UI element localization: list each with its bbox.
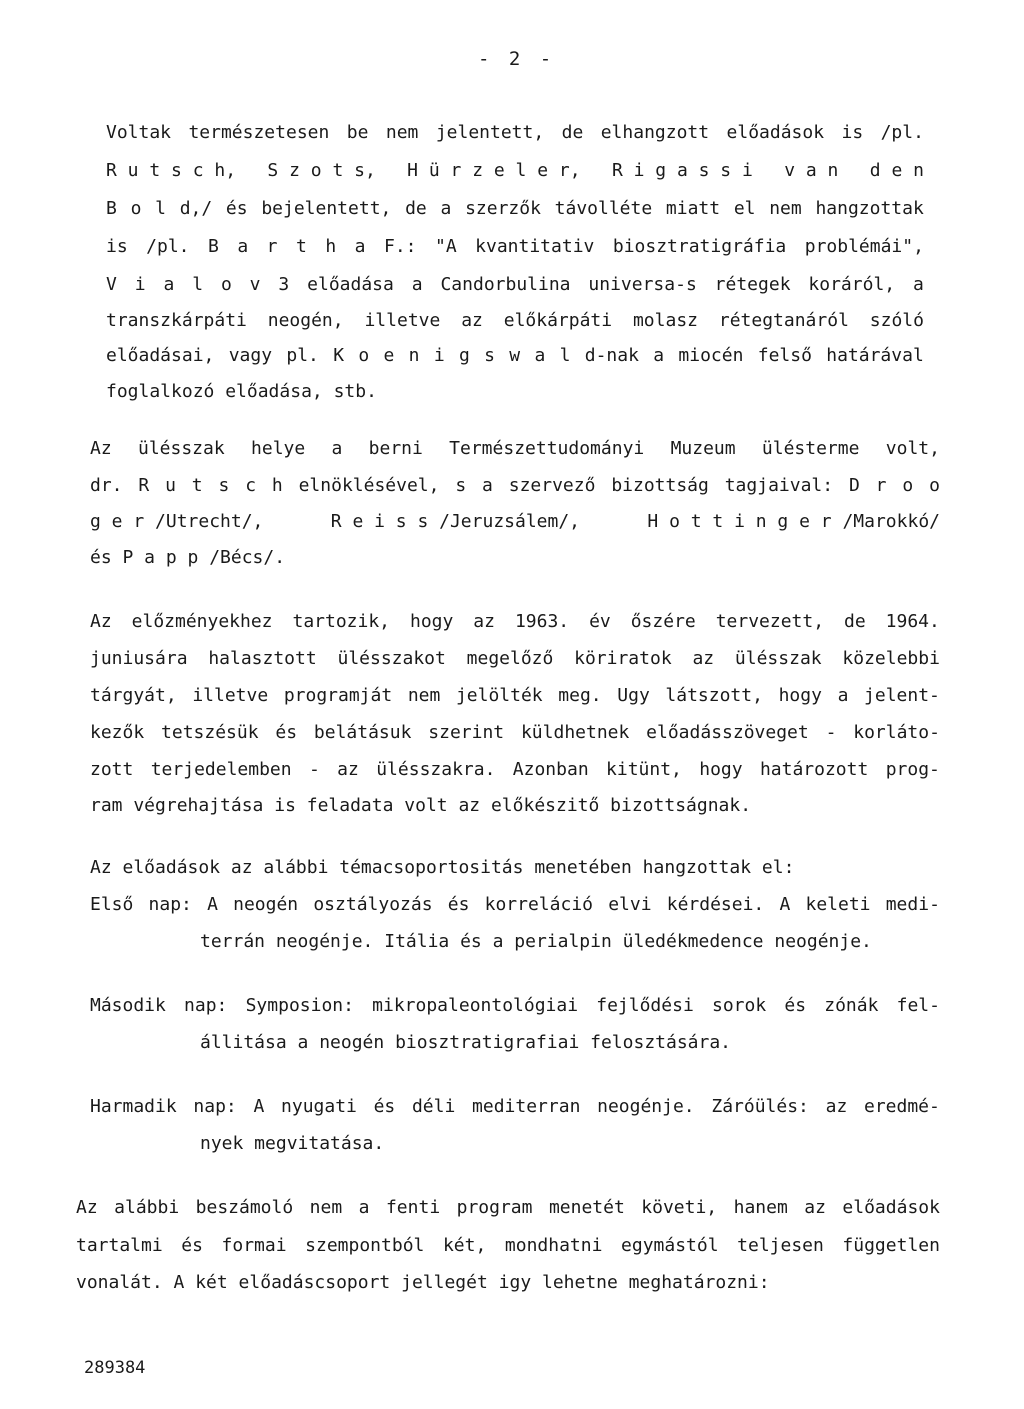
text-segment: hanem xyxy=(733,1197,788,1218)
text-segment: természetesen xyxy=(188,122,330,143)
text-segment: Az xyxy=(90,438,112,459)
text-segment: v xyxy=(249,274,261,295)
text-segment: problémái", xyxy=(804,236,924,257)
text-segment: u xyxy=(165,475,176,496)
text-segment: "A xyxy=(434,236,457,257)
p3-line xyxy=(90,647,940,671)
text-segment: H o t t i n g e r /Marokkó/ xyxy=(647,511,940,532)
text-segment: teljesen xyxy=(737,1235,824,1256)
text-segment: A xyxy=(207,894,218,915)
text-segment: tagjaival: xyxy=(724,475,834,496)
text-segment: közelebbi xyxy=(842,648,940,669)
text-segment: hogy xyxy=(699,759,743,780)
text-segment: berni xyxy=(368,438,423,459)
text-segment: i xyxy=(433,345,445,366)
text-segment: osztályozás xyxy=(313,894,433,915)
text-segment: fel- xyxy=(896,995,940,1016)
text-segment: R e i s s /Jeruzsálem/, xyxy=(330,511,581,532)
text-segment: - xyxy=(825,722,837,743)
footer-code: 289384 xyxy=(84,1358,146,1378)
day2-line xyxy=(90,994,940,1018)
text-segment: d e n xyxy=(869,160,924,181)
text-segment: D xyxy=(848,475,860,496)
text-segment: i xyxy=(134,274,146,295)
text-segment: tartozik, xyxy=(292,611,391,632)
text-segment: határozott xyxy=(759,759,869,780)
p3-line xyxy=(90,610,940,634)
text-segment: előzményekhez xyxy=(131,611,273,632)
text-segment: alábbi xyxy=(114,1197,180,1218)
text-segment: a xyxy=(837,685,849,706)
text-segment: l xyxy=(155,198,166,219)
text-segment: nem xyxy=(407,685,441,706)
text-segment: két, xyxy=(442,1235,487,1256)
p3-line: ram végrehajtása is feladata volt az előkészitő bizottságnak. xyxy=(90,795,752,816)
text-segment: a xyxy=(163,274,175,295)
text-segment: - xyxy=(308,759,320,780)
text-segment: o xyxy=(220,274,232,295)
text-segment: Azonban xyxy=(512,759,589,780)
text-segment: c xyxy=(245,475,257,496)
text-segment: zott xyxy=(90,759,134,780)
text-segment: R xyxy=(138,475,150,496)
day3-line xyxy=(90,1095,940,1119)
text-segment: l xyxy=(559,345,571,366)
text-segment: 3 xyxy=(278,274,290,295)
text-segment: o xyxy=(130,198,142,219)
text-segment: Ugy xyxy=(617,685,650,706)
text-segment: őszére xyxy=(630,611,696,632)
text-segment: mikropaleontológiai xyxy=(372,995,579,1016)
text-segment: déli xyxy=(411,1096,456,1117)
text-segment: az xyxy=(825,1096,848,1117)
p3-line xyxy=(90,684,940,708)
p3-line xyxy=(90,758,940,782)
text-segment: mondhatni xyxy=(504,1235,603,1256)
text-segment: 1964. xyxy=(885,611,940,632)
text-segment: terjedelemben xyxy=(150,759,292,780)
text-segment: sorok xyxy=(711,995,767,1016)
text-segment: szempontból xyxy=(305,1235,425,1256)
text-segment: a xyxy=(653,345,665,366)
text-segment: meg. xyxy=(558,685,602,706)
text-segment: A xyxy=(253,1096,265,1117)
text-segment: a xyxy=(534,345,546,366)
text-segment: nem xyxy=(385,122,419,143)
text-segment: neogén xyxy=(233,894,299,915)
p3-line xyxy=(90,721,940,745)
day1-line xyxy=(90,893,940,917)
text-segment: el xyxy=(733,198,756,219)
text-segment: d,/ xyxy=(179,198,213,219)
text-segment: nem xyxy=(769,198,802,219)
text-segment: Muzeum xyxy=(670,438,736,459)
text-segment: g e r /Utrecht/, xyxy=(90,511,264,532)
text-segment: juniusára xyxy=(90,648,188,669)
text-segment: g xyxy=(458,345,470,366)
text-segment: o xyxy=(902,475,914,496)
text-segment: is xyxy=(841,122,864,143)
text-segment: de xyxy=(844,611,866,632)
text-segment: a xyxy=(358,1197,370,1218)
text-segment: miatt xyxy=(665,198,721,219)
text-segment: /pl. xyxy=(146,236,190,257)
text-segment: neogénje. xyxy=(597,1096,695,1117)
text-segment: molasz xyxy=(632,310,698,331)
p2-line xyxy=(90,510,940,534)
text-segment: és xyxy=(447,894,470,915)
text-segment: t xyxy=(191,475,203,496)
text-segment: köriratok xyxy=(574,648,672,669)
text-segment: ülésszakra. xyxy=(376,759,496,780)
text-segment: miocén xyxy=(678,345,744,366)
text-segment: a xyxy=(237,236,249,257)
text-segment: előadások xyxy=(726,122,825,143)
text-segment: e xyxy=(383,345,395,366)
text-segment: jelölték xyxy=(455,685,543,706)
text-segment: B xyxy=(106,198,117,219)
text-segment: korreláció xyxy=(484,894,593,915)
p5-line xyxy=(76,1234,940,1258)
text-segment: t xyxy=(296,236,307,257)
text-segment: elvi xyxy=(608,894,652,915)
text-segment: felső xyxy=(757,345,812,366)
text-segment: keleti xyxy=(805,894,871,915)
text-segment: nap: xyxy=(184,995,228,1016)
text-segment: bizottság xyxy=(611,475,709,496)
text-segment: nyugati xyxy=(281,1096,357,1117)
text-segment: illetve xyxy=(192,685,269,706)
text-segment: a xyxy=(411,274,423,295)
text-segment: kitünt, xyxy=(606,759,682,780)
text-segment: kérdései. xyxy=(666,894,765,915)
text-segment: és xyxy=(784,995,807,1016)
text-segment: szóló xyxy=(869,310,924,331)
p1-line xyxy=(106,309,924,333)
text-segment: az xyxy=(692,648,715,669)
p1-line xyxy=(106,159,924,183)
text-segment: vagy xyxy=(228,345,273,366)
p1-line xyxy=(106,197,924,221)
text-segment: 1963. xyxy=(514,611,570,632)
text-segment: Záróülés: xyxy=(711,1096,809,1117)
text-segment: o xyxy=(358,345,370,366)
text-segment: előadások xyxy=(842,1197,940,1218)
text-segment: program xyxy=(456,1197,533,1218)
text-segment: tetszésük xyxy=(161,722,259,743)
text-segment: ülésterme xyxy=(761,438,860,459)
text-segment: szerzők xyxy=(465,198,541,219)
text-segment: Harmadik xyxy=(90,1096,177,1117)
text-segment: Voltak xyxy=(106,122,172,143)
text-segment: R u t s c h, xyxy=(106,160,237,181)
text-segment: korláto- xyxy=(853,722,940,743)
p1-line xyxy=(106,273,924,297)
text-segment: de xyxy=(405,198,427,219)
text-segment: távolléte xyxy=(554,198,653,219)
text-segment: s xyxy=(218,475,230,496)
text-segment: előadásai, xyxy=(106,345,215,366)
text-segment: szerint xyxy=(428,722,505,743)
text-segment: is xyxy=(106,236,128,257)
text-segment: az xyxy=(337,759,359,780)
p5-line xyxy=(76,1196,940,1220)
p1-line xyxy=(106,121,924,145)
text-segment: tartalmi xyxy=(76,1235,163,1256)
text-segment: tárgyát, xyxy=(90,685,177,706)
day2-line: állitása a neogén biosztratigrafiai felosztására. xyxy=(200,1032,732,1053)
text-segment: és xyxy=(181,1235,203,1256)
text-segment: a xyxy=(354,236,366,257)
text-segment: hogy xyxy=(778,685,822,706)
text-segment: előkárpáti xyxy=(503,310,613,331)
text-segment: a xyxy=(482,475,493,496)
text-segment: H ü r z e l e r, xyxy=(407,160,581,181)
text-segment: Természettudományi xyxy=(449,438,645,459)
text-segment: S z o t s, xyxy=(267,160,376,181)
text-segment: megelőző xyxy=(466,648,554,669)
text-segment: n xyxy=(408,345,420,366)
text-segment: r xyxy=(266,236,278,257)
p5-line: vonalát. A két előadáscsoport jellegét igy lehetne meghatározni: xyxy=(76,1272,770,1293)
text-segment: és xyxy=(373,1096,396,1117)
text-segment: az xyxy=(461,310,483,331)
text-segment: fenti xyxy=(385,1197,441,1218)
text-segment: jelent- xyxy=(864,685,940,706)
text-segment: Második xyxy=(90,995,166,1016)
text-segment: ülésszak xyxy=(734,648,822,669)
p1-line xyxy=(106,235,924,259)
text-segment: Candorbulina xyxy=(440,274,571,295)
text-segment: r xyxy=(875,475,887,496)
day1-line: terrán neogénje. Itália és a perialpin üledékmedence neogénje. xyxy=(200,931,872,952)
text-segment: fejlődési xyxy=(596,995,694,1016)
text-segment: belátásuk xyxy=(313,722,412,743)
text-segment: egymástól xyxy=(621,1235,719,1256)
text-segment: a xyxy=(913,274,924,295)
text-segment: h xyxy=(325,236,337,257)
text-segment: eredmé- xyxy=(864,1096,940,1117)
text-segment: rétegek xyxy=(714,274,791,295)
text-segment: medi- xyxy=(885,894,940,915)
text-segment: Az xyxy=(90,611,112,632)
text-segment: elnöklésével, xyxy=(298,475,440,496)
text-segment: mediterran xyxy=(472,1096,581,1117)
text-segment: biosztratigráfia xyxy=(612,236,787,257)
text-segment: előadása xyxy=(307,274,394,295)
text-segment: látszott, xyxy=(665,685,763,706)
text-segment: előadásszöveget xyxy=(646,722,809,743)
p1-line xyxy=(106,344,924,368)
text-segment: Symposion: xyxy=(245,995,354,1016)
text-segment: be xyxy=(346,122,369,143)
text-segment: pl. xyxy=(286,345,319,366)
text-segment: rétegtanáról xyxy=(718,310,849,331)
text-segment: kvantitativ xyxy=(475,236,595,257)
p1-line: foglalkozó előadása, stb. xyxy=(106,381,377,402)
text-segment: s xyxy=(484,345,495,366)
text-segment: V xyxy=(106,274,117,295)
text-segment: év xyxy=(589,611,611,632)
page-number: - 2 - xyxy=(478,48,556,70)
day3-line: nyek megvitatása. xyxy=(200,1133,385,1154)
text-segment: hangzottak xyxy=(815,198,924,219)
text-segment: B xyxy=(208,236,219,257)
text-segment: ülésszakot xyxy=(337,648,446,669)
text-segment: prog- xyxy=(885,759,940,780)
text-segment: s xyxy=(455,475,467,496)
text-segment: nem xyxy=(309,1197,343,1218)
text-segment: de xyxy=(561,122,584,143)
text-segment: l xyxy=(192,274,204,295)
text-segment: elhangzott xyxy=(600,122,710,143)
text-segment: nap: xyxy=(193,1096,237,1117)
text-segment: koráról, xyxy=(808,274,896,295)
text-segment: menetét xyxy=(548,1197,625,1218)
text-segment: K xyxy=(333,345,345,366)
text-segment: formai xyxy=(221,1235,287,1256)
text-segment: az xyxy=(804,1197,826,1218)
text-segment: kezők xyxy=(90,722,145,743)
text-segment: ülésszak xyxy=(138,438,225,459)
text-segment: halasztott xyxy=(208,648,317,669)
text-segment: szervező xyxy=(508,475,596,496)
text-segment: a xyxy=(440,198,452,219)
text-segment: és xyxy=(275,722,298,743)
text-segment: bejelentett, xyxy=(261,198,392,219)
text-segment: és xyxy=(225,198,248,219)
text-segment: a xyxy=(331,438,343,459)
text-segment: A xyxy=(779,894,791,915)
text-segment: küldhetnek xyxy=(520,722,630,743)
text-segment: helye xyxy=(251,438,306,459)
text-segment: független xyxy=(842,1235,940,1256)
text-segment: /pl. xyxy=(880,122,924,143)
text-segment: dr. xyxy=(90,475,123,496)
text-segment: követi, xyxy=(641,1197,718,1218)
text-segment: neogén, xyxy=(267,310,344,331)
text-segment: illetve xyxy=(364,310,441,331)
p2-line: és P a p p /Bécs/. xyxy=(90,547,286,568)
text-segment: universa-s xyxy=(588,274,697,295)
text-segment: zónák xyxy=(824,995,879,1016)
text-segment: az xyxy=(473,611,495,632)
p4-line: Az előadások az alábbi témacsoportositás menetében hangzottak el: xyxy=(90,857,795,878)
text-segment: o xyxy=(929,475,940,496)
text-segment: transzkárpáti xyxy=(106,310,247,331)
p2-line xyxy=(90,437,940,461)
text-segment: w xyxy=(509,345,521,366)
text-segment: d-nak xyxy=(584,345,639,366)
text-segment: nap: xyxy=(148,894,192,915)
text-segment: v a n xyxy=(784,160,839,181)
text-segment: volt, xyxy=(885,438,940,459)
text-segment: tervezett, xyxy=(715,611,825,632)
text-segment: F.: xyxy=(383,236,417,257)
text-segment: Első xyxy=(90,894,134,915)
text-segment: Az xyxy=(76,1197,98,1218)
text-segment: R i g a s s i xyxy=(611,160,753,181)
text-segment: határával xyxy=(826,345,924,366)
text-segment: h xyxy=(271,475,283,496)
text-segment: beszámoló xyxy=(195,1197,294,1218)
text-segment: programját xyxy=(283,685,393,706)
text-segment: hogy xyxy=(409,611,454,632)
text-segment: jelentett, xyxy=(435,122,545,143)
p2-line xyxy=(90,474,940,498)
